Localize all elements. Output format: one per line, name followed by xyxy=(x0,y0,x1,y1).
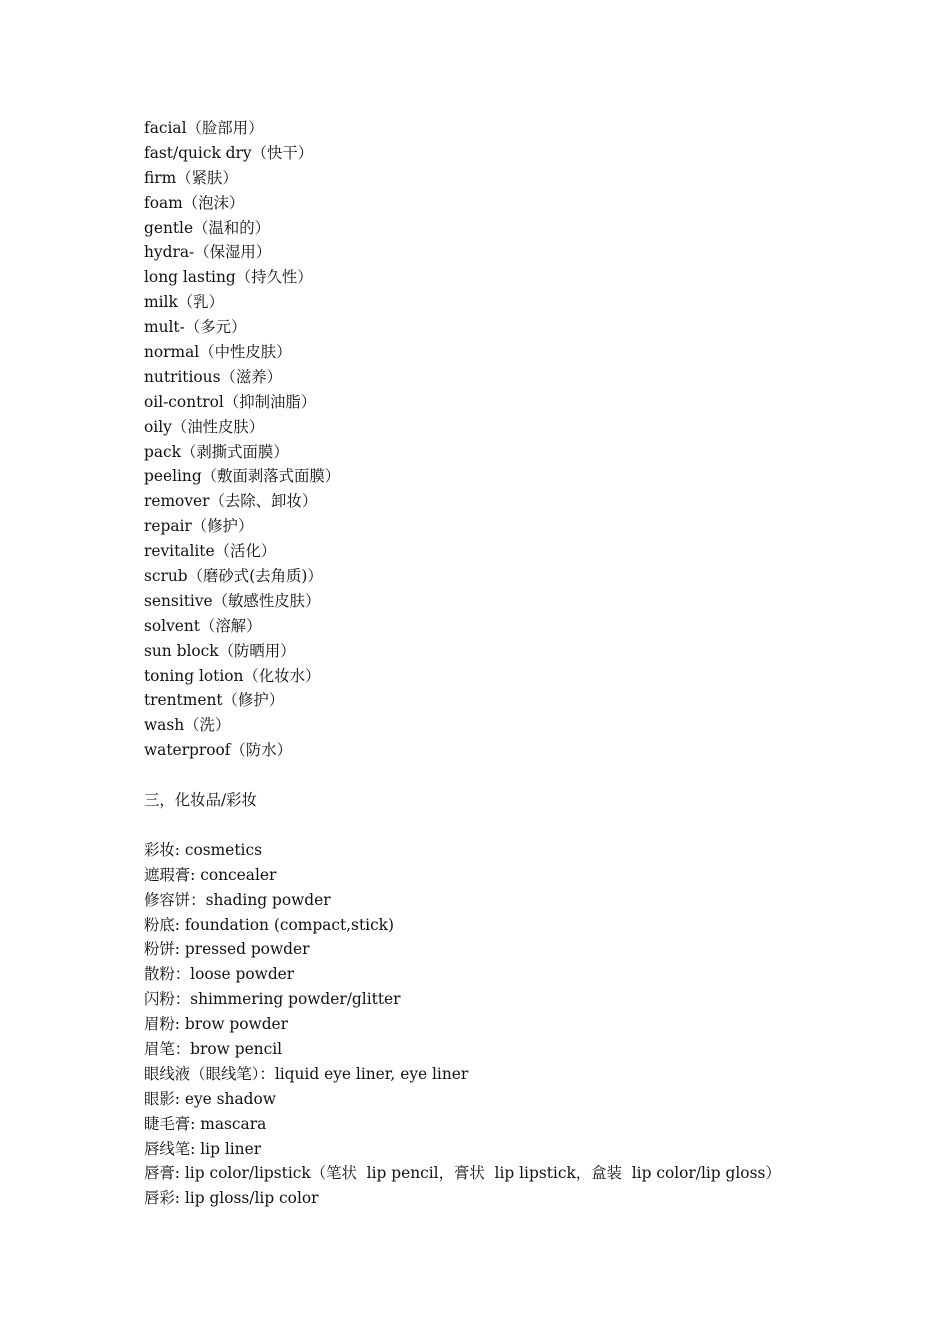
cosmetics-line: 眉粉: brow powder xyxy=(144,1015,289,1034)
term-line: wash（洗） xyxy=(144,716,231,735)
term-line: gentle（温和的） xyxy=(144,218,271,237)
term-line: hydra-（保湿用） xyxy=(144,243,272,262)
term-line: firm（紧肤） xyxy=(144,168,238,187)
cosmetics-line: 眼线液（眼线笔）：liquid eye liner, eye liner xyxy=(144,1064,469,1083)
term-line: normal（中性皮肤） xyxy=(144,343,292,362)
term-line: milk（乳） xyxy=(144,293,224,312)
term-line: sun block（防晒用） xyxy=(144,641,296,660)
term-line: oily（油性皮肤） xyxy=(144,417,265,436)
term-line: toning lotion（化妆水） xyxy=(144,666,321,685)
cosmetics-line: 眼影: eye shadow xyxy=(144,1089,276,1108)
term-line: trentment（修护） xyxy=(144,691,285,710)
cosmetics-line: 睫毛膏: mascara xyxy=(144,1114,267,1133)
term-line: fast/quick dry（快干） xyxy=(144,143,314,162)
section-heading: 三，化妆品/彩妆 xyxy=(144,791,257,810)
term-line: repair（修护） xyxy=(144,517,254,536)
cosmetics-line: 粉底: foundation (compact,stick) xyxy=(144,915,395,934)
term-line: foam（泡沫） xyxy=(144,193,245,212)
cosmetics-line: 唇彩: lip gloss/lip color xyxy=(144,1189,319,1208)
term-line: sensitive（敏感性皮肤） xyxy=(144,591,321,610)
term-line: scrub（磨砂式(去角质)） xyxy=(144,567,323,586)
term-line: mult-（多元） xyxy=(144,318,247,337)
spacer xyxy=(144,813,924,838)
term-line: nutritious（滋养） xyxy=(144,367,283,386)
cosmetics-line: 唇线笔: lip liner xyxy=(144,1139,262,1158)
term-line: peeling（敷面剥落式面膜） xyxy=(144,467,341,486)
term-line: oil-control（抑制油脂） xyxy=(144,392,317,411)
term-line: remover（去除、卸妆） xyxy=(144,492,318,511)
cosmetics-line: 眉笔：brow pencil xyxy=(144,1039,283,1058)
term-line: facial（脸部用） xyxy=(144,119,264,137)
spacer xyxy=(144,763,924,788)
cosmetics-line: 粉饼: pressed powder xyxy=(144,940,310,959)
term-line: waterproof（防水） xyxy=(144,741,292,760)
term-line: pack（剥撕式面膜） xyxy=(144,442,289,461)
cosmetics-line: 散粉：loose powder xyxy=(144,965,295,984)
cosmetics-line: 闪粉：shimmering powder/glitter xyxy=(144,990,401,1009)
cosmetics-line: 彩妆: cosmetics xyxy=(144,840,262,859)
term-line: solvent（溶解） xyxy=(144,616,262,635)
cosmetics-list xyxy=(144,838,924,1211)
document-body xyxy=(144,116,924,1211)
terms-list xyxy=(144,116,924,763)
term-line: revitalite（活化） xyxy=(144,542,277,561)
cosmetics-line: 修容饼：shading powder xyxy=(144,890,331,909)
term-line: long lasting（持久性） xyxy=(144,268,313,287)
cosmetics-line: 遮瑕膏: concealer xyxy=(144,865,277,884)
cosmetics-line: 唇膏: lip color/lipstick（笔状 lip pencil，膏状 lip lipstick，盒装 lip color/lip gloss） xyxy=(144,1164,781,1183)
